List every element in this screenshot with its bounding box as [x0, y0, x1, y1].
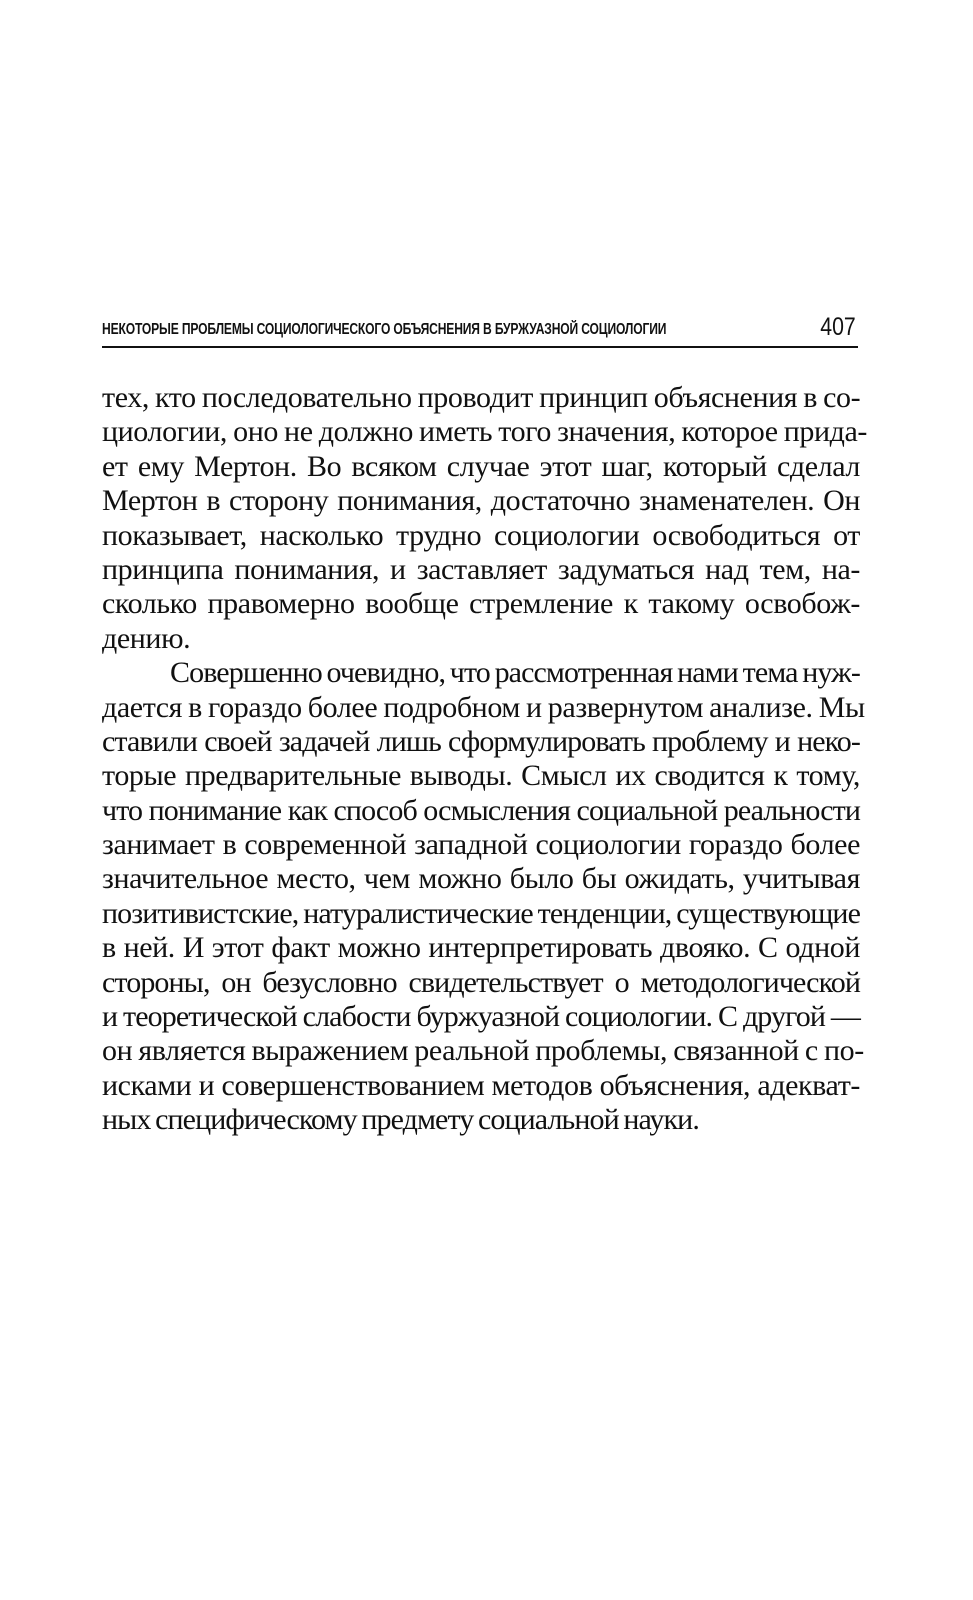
text-line: циологии, оно не должно иметь того значения, которое прида- [102, 415, 868, 449]
text-line: занимает в современной западной социологии гораздо более [102, 828, 860, 862]
text-line: исками и совершенствованием методов объяснения, адекват- [102, 1068, 860, 1102]
text-line: Совершенно очевидно, что рассмотренная нами тема нуж- [170, 656, 860, 690]
text-line: дению. [102, 621, 191, 655]
text-line: Мертон в сторону понимания, достаточно знаменателен. Он [102, 484, 860, 518]
text-line: принципа понимания, и заставляет задуматься над тем, на- [102, 552, 860, 586]
text-line: дается в гораздо более подробном и развернутом анализе. Мы [102, 690, 865, 724]
running-head [102, 304, 858, 348]
text-line: ет ему Мертон. Во всяком случае этот шаг, который сделал [102, 449, 860, 483]
page-number: 407 [820, 313, 856, 341]
text-line: тех, кто последовательно проводит принцип объяснения в со- [102, 381, 861, 414]
text-line: что понимание как способ осмысления социальной реальности [102, 793, 860, 827]
running-head-title: НЕКОТОРЫЕ ПРОБЛЕМЫ СОЦИОЛОГИЧЕСКОГО ОБЪЯСНЕНИЯ В БУРЖУАЗНОЙ СОЦИОЛОГИИ [102, 321, 667, 338]
text-line: ных специфическому предмету социальной науки. [102, 1103, 699, 1137]
paragraph [102, 656, 865, 1137]
text-line: в ней. И этот факт можно интерпретировать двояко. С одной [102, 931, 860, 965]
text-line: стороны, он безусловно свидетельствует о методологической [102, 965, 860, 999]
text-line: он является выражением реальной проблемы, связанной с по- [102, 1034, 864, 1068]
text-line: значительное место, чем можно было бы ожидать, учитывая [102, 862, 860, 896]
text-line: ставили своей задачей лишь сформулировать проблему и неко- [102, 724, 860, 758]
text-line: сколько правомерно вообще стремление к такому освобож- [102, 587, 860, 621]
text-line: показывает, насколько трудно социологии освободиться от [102, 518, 860, 552]
text-line: и теоретической слабости буржуазной социологии. С другой — [102, 1000, 860, 1034]
text-line: торые предварительные выводы. Смысл их сводится к тому, [102, 759, 860, 793]
body-text [102, 381, 868, 1138]
paragraph [102, 381, 868, 656]
text-line: позитивистские, натуралистические тенденции, существующие [102, 896, 860, 930]
